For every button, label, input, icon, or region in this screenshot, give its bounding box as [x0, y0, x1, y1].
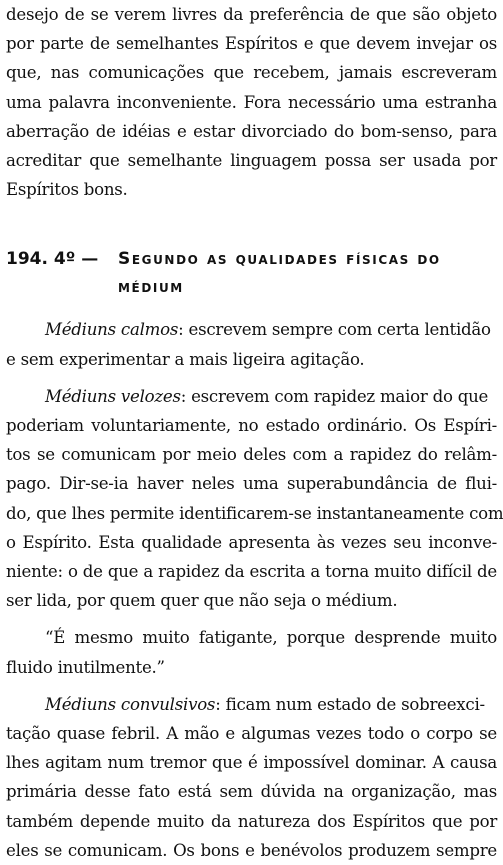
paragraph-velozes	[6, 382, 503, 616]
section-number: 194. 4º —	[6, 249, 99, 270]
text-line: fluido inutilmente.”	[6, 657, 165, 677]
section-heading	[6, 245, 497, 301]
intro-paragraph	[6, 0, 497, 204]
text-line	[6, 690, 497, 719]
term-label: Médiuns velozes	[45, 386, 181, 406]
paragraph-convulsivos	[6, 690, 497, 865]
text-line: pago. Dir-se-ia haver neles uma superabundância de flui-	[6, 474, 497, 494]
text-line: por parte de semelhantes Espíritos e que devem invejar os	[6, 34, 497, 54]
text-line: do, que lhes permite identificarem-se instantaneamente com	[6, 503, 503, 523]
text-line	[6, 315, 497, 344]
book-page	[6, 0, 503, 865]
text-line: também depende muito da natureza dos Espíritos que por	[6, 811, 497, 831]
paragraph-calmos	[6, 315, 497, 373]
text-line: niente: o de que a rapidez da escrita a torna muito difícil de	[6, 562, 497, 582]
text-line: lhes agitam num tremor que é impossível dominar. A causa	[6, 753, 497, 773]
text-line: aberração de idéias e estar divorciado do bom-senso, para	[6, 121, 497, 141]
text-line: primária desse fato está sem dúvida na organização, mas	[6, 782, 497, 802]
text-line	[6, 382, 497, 411]
text-line: Espíritos bons.	[6, 180, 128, 200]
text-line: que, nas comunicações que recebem, jamais escreveram	[6, 63, 497, 83]
text-fragment: : escrevem sempre com certa lentidão	[178, 320, 491, 340]
term-label: Médiuns calmos	[45, 320, 179, 340]
text-line: e sem experimentar a mais ligeira agitação.	[6, 349, 365, 369]
text-line: ser lida, por quem quer que não seja o médium.	[6, 591, 398, 611]
text-fragment: : ficam num estado de sobreexci-	[215, 694, 485, 714]
text-line: o Espírito. Esta qualidade apresenta às vezes seu inconve-	[6, 532, 497, 552]
term-label: Médiuns convulsivos	[45, 694, 216, 714]
paragraph-quote	[6, 623, 497, 681]
text-line: “É mesmo muito fatigante, porque desprende muito	[45, 628, 497, 648]
text-line: uma palavra inconveniente. Fora necessário uma estranha	[6, 92, 497, 112]
text-fragment: : escrevem com rapidez maior do que	[180, 386, 489, 406]
section-title-line-1: Segundo as qualidades físicas do	[118, 249, 441, 270]
text-line: acreditar que semelhante linguagem possa ser usada por	[6, 151, 497, 171]
text-line: eles se comunicam. Os bons e benévolos produzem sempre	[6, 840, 497, 860]
section-title-line-2: médium	[118, 277, 184, 298]
text-line: desejo de se verem livres da preferência de que são objeto	[6, 5, 497, 24]
text-line: tos se comunicam por meio deles com a rapidez do relâm-	[6, 445, 497, 465]
text-line: poderiam voluntariamente, no estado ordinário. Os Espíri-	[6, 416, 497, 436]
text-line: tação quase febril. A mão e algumas vezes todo o corpo se	[6, 724, 497, 744]
